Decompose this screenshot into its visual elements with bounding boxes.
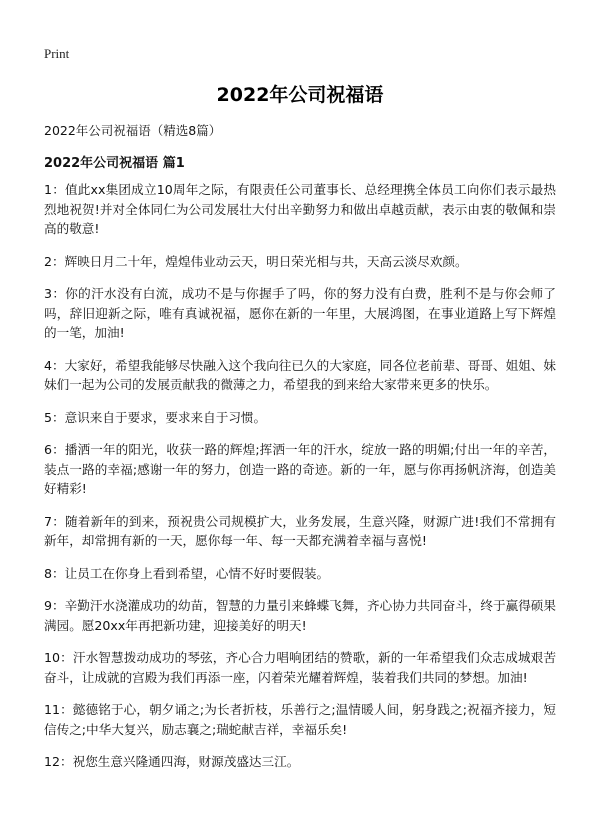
paragraph: 6：播洒一年的阳光，收获一路的辉煌;挥洒一年的汗水，绽放一路的明媚;付出一年的辛苦，装点一路的幸福;感谢一年的努力，创造一路的奇迹。新的一年，愿与你再扬帆济海，创造美好精彩! xyxy=(44,442,556,496)
paragraph: 3：你的汗水没有白流，成功不是与你握手了吗，你的努力没有白费，胜利不是与你会师了吗，辞旧迎新之际，唯有真诚祝福，愿你在新的一年里，大展鸿图，在事业道路上写下辉煌的一笔，加油! xyxy=(44,286,556,340)
paragraph: 10：汗水智慧拨动成功的琴弦，齐心合力唱响团结的赞歌，新的一年希望我们众志成城艰苦奋斗，让成就的宫殿为我们再添一座，闪着荣光耀着辉煌，装着我们共同的梦想。加油! xyxy=(44,650,556,685)
paragraph: 11：懿德铭于心，朝夕诵之;为长者折枝，乐善行之;温情暖人间，躬身践之;祝福齐接力，短信传之;中华大复兴，励志襄之;瑞蛇献吉祥，幸福乐矣! xyxy=(44,702,556,737)
document-title: 2022年公司祝福语 xyxy=(216,84,384,106)
paragraph: 8：让员工在你身上看到希望，心情不好时要假装。 xyxy=(44,565,330,581)
document-subtitle: 2022年公司祝福语（精选8篇） xyxy=(44,123,222,138)
print-link[interactable]: Print xyxy=(44,46,70,61)
paragraph: 2：辉映日月二十年，煌煌伟业动云天，明日荣光相与共，天高云淡尽欢颜。 xyxy=(44,253,468,269)
paragraph: 12：祝您生意兴隆通四海，财源茂盛达三江。 xyxy=(44,754,300,769)
paragraph: 9：辛勤汗水浇灌成功的幼苗，智慧的力量引来蜂蝶飞舞，齐心协力共同奋斗，终于赢得硕果满园。愿20xx年再把新功建，迎接美好的明天! xyxy=(44,598,556,633)
paragraph: 5：意识来自于要求，要求来自于习惯。 xyxy=(44,409,267,425)
paragraph: 4：大家好，希望我能够尽快融入这个我向往已久的大家庭，同各位老前辈、哥哥、姐姐、妹妹们一起为公司的发展贡献我的微薄之力，希望我的到来给大家带来更多的快乐。 xyxy=(44,357,556,392)
paragraph-list xyxy=(44,180,556,785)
paragraph: 1：值此xx集团成立10周年之际，有限责任公司董事长、总经理携全体员工向你们表示最热烈地祝贺!并对全体同仁为公司发展壮大付出辛勤努力和做出卓越贡献，表示由衷的敬佩和崇高的敬意! xyxy=(44,182,556,236)
paragraph: 7：随着新年的到来，预祝贵公司规模扩大，业务发展，生意兴隆，财源广进!我们不常拥有新年，却常拥有新的一天，愿你每一年、每一天都充满着幸福与喜悦! xyxy=(44,513,556,548)
section-heading: 2022年公司祝福语 篇1 xyxy=(44,156,185,171)
